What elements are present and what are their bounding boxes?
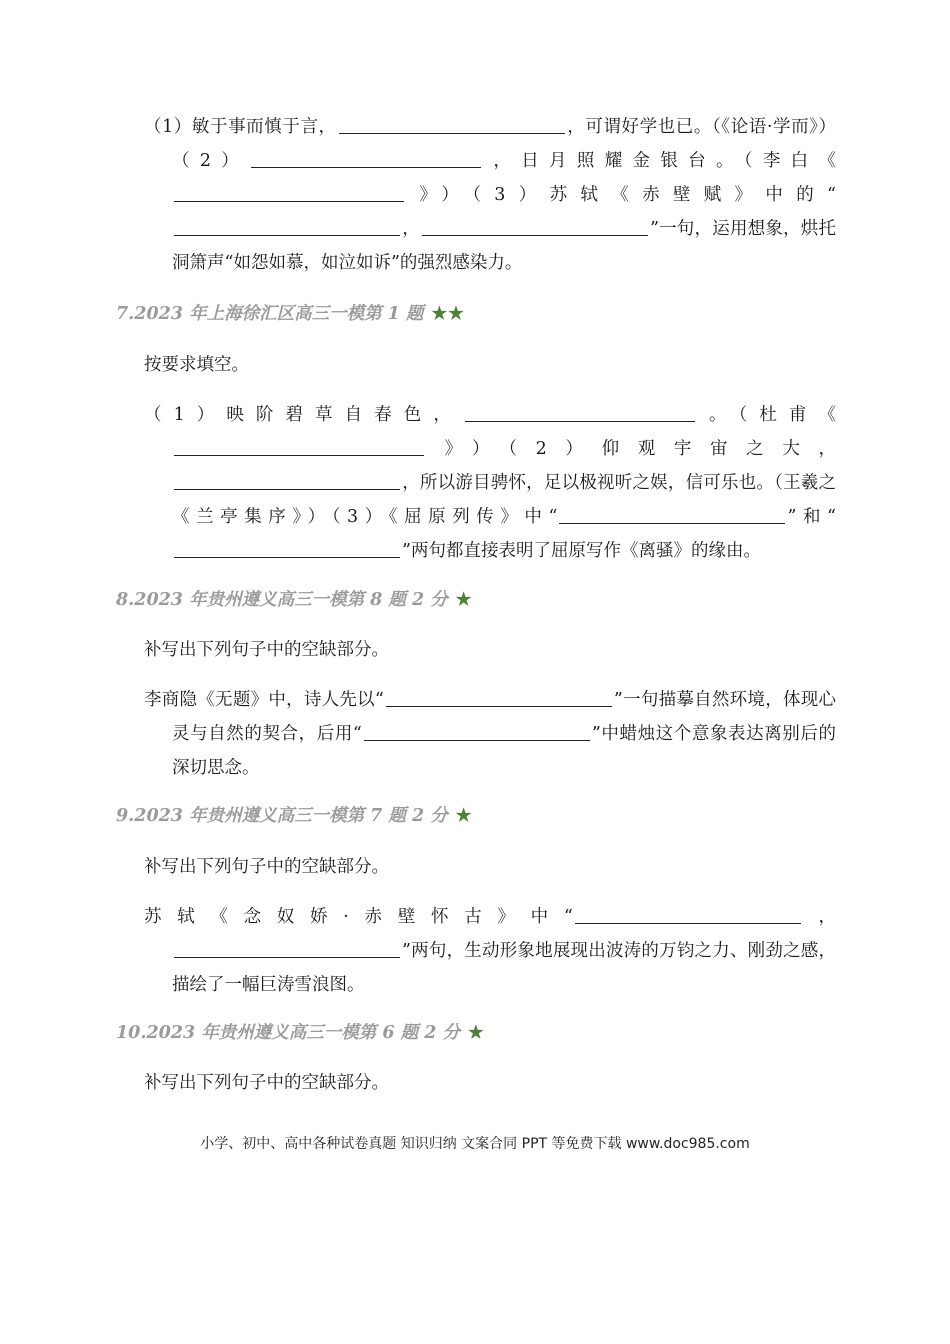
- q6-blank-2[interactable]: [251, 149, 481, 168]
- q8-blank-2[interactable]: [364, 722, 590, 741]
- q8-heading: [116, 585, 473, 615]
- q6-text-6: ”一句，运用想象，烘托洞箫声“如怨如慕，如泣如诉”的强烈感染力。: [172, 219, 837, 273]
- q7-text-5: ”和“: [787, 507, 836, 527]
- q8-text-1: 李商隐《无题》中，诗人先以“: [144, 690, 384, 710]
- star-icon: ★: [455, 590, 473, 610]
- star-icon: ★★: [431, 304, 465, 324]
- q7-blank-4[interactable]: [559, 505, 785, 524]
- q10-heading-text: 10.2023 年贵州遵义高三一模第 6 题 2 分: [116, 1023, 460, 1043]
- q6-blank-4[interactable]: [174, 217, 400, 236]
- q9-instruction: 补写出下列句子中的空缺部分。: [144, 857, 389, 877]
- q7-text-2: 。（杜甫《: [696, 405, 837, 425]
- q7-blank-3[interactable]: [174, 471, 400, 490]
- q7-text-6: ”两句都直接表明了屈原写作《离骚》的缘由。: [402, 541, 761, 561]
- q8-text-2: ”一句描摹自然环境，体现心灵与自然的契合，后用“: [172, 690, 836, 744]
- q6-paragraph: [144, 110, 836, 280]
- q8-heading-text: 8.2023 年贵州遵义高三一模第 8 题 2 分: [116, 590, 448, 610]
- q10-instruction: 补写出下列句子中的空缺部分。: [144, 1073, 389, 1093]
- q8-paragraph: [144, 683, 836, 785]
- q7-paragraph: [144, 398, 836, 568]
- q8-blank-1[interactable]: [386, 688, 612, 707]
- q9-text-3: ”两句，生动形象地展现出波涛的万钧之力、刚劲之感，描绘了一幅巨涛雪浪图。: [172, 941, 836, 995]
- q9-paragraph: [144, 900, 836, 1002]
- q7-text-3: 》）（2）仰观宇宙之大，: [426, 439, 836, 459]
- q6-text-3: ，日月照耀金银台。（李白《: [483, 151, 836, 171]
- q9-text-1: 苏轼《念奴娇·赤壁怀古》中“: [144, 907, 573, 927]
- page-footer: 小学、初中、高中各种试卷真题 知识归纳 文案合同 PPT 等免费下载 www.doc985.com: [200, 1136, 750, 1152]
- q7-blank-2[interactable]: [174, 437, 424, 456]
- star-icon: ★: [455, 806, 473, 826]
- q9-text-2: ，: [802, 907, 836, 927]
- q9-blank-2[interactable]: [174, 939, 400, 958]
- q6-text-5: ，: [402, 219, 420, 239]
- q6-blank-3[interactable]: [174, 183, 404, 202]
- q7-text-1: （1）映阶碧草自春色，: [144, 405, 463, 425]
- q6-text-2: ，可谓好学也已。（《论语·学而》）（2）: [172, 117, 836, 171]
- q9-heading-text: 9.2023 年贵州遵义高三一模第 7 题 2 分: [116, 806, 448, 826]
- q7-blank-1[interactable]: [465, 403, 695, 422]
- q9-heading: [116, 801, 473, 831]
- q10-heading: [116, 1018, 485, 1048]
- q7-blank-5[interactable]: [174, 539, 400, 558]
- q7-heading-text: 7.2023 年上海徐汇区高三一模第 1 题: [116, 304, 424, 324]
- q6-blank-5[interactable]: [422, 217, 648, 236]
- q8-instruction: 补写出下列句子中的空缺部分。: [144, 640, 389, 660]
- q7-instruction: 按要求填空。: [144, 355, 249, 375]
- star-icon: ★: [467, 1023, 485, 1043]
- q6-blank-1[interactable]: [339, 115, 565, 134]
- q7-text-4: ，所以游目骋怀，足以极视听之娱，信可乐也。（王羲之《兰亭集序》）（3）《屈原列传》中“: [172, 473, 836, 527]
- q9-blank-1[interactable]: [575, 905, 801, 924]
- q8-text-3: ”中蜡烛这个意象表达离别后的深切思念。: [172, 724, 836, 778]
- q6-text-4: 》）（3）苏轼《赤壁赋》中的“: [406, 185, 836, 205]
- q6-text-1: （1）敏于事而慎于言，: [144, 117, 337, 137]
- q7-heading: [116, 299, 465, 329]
